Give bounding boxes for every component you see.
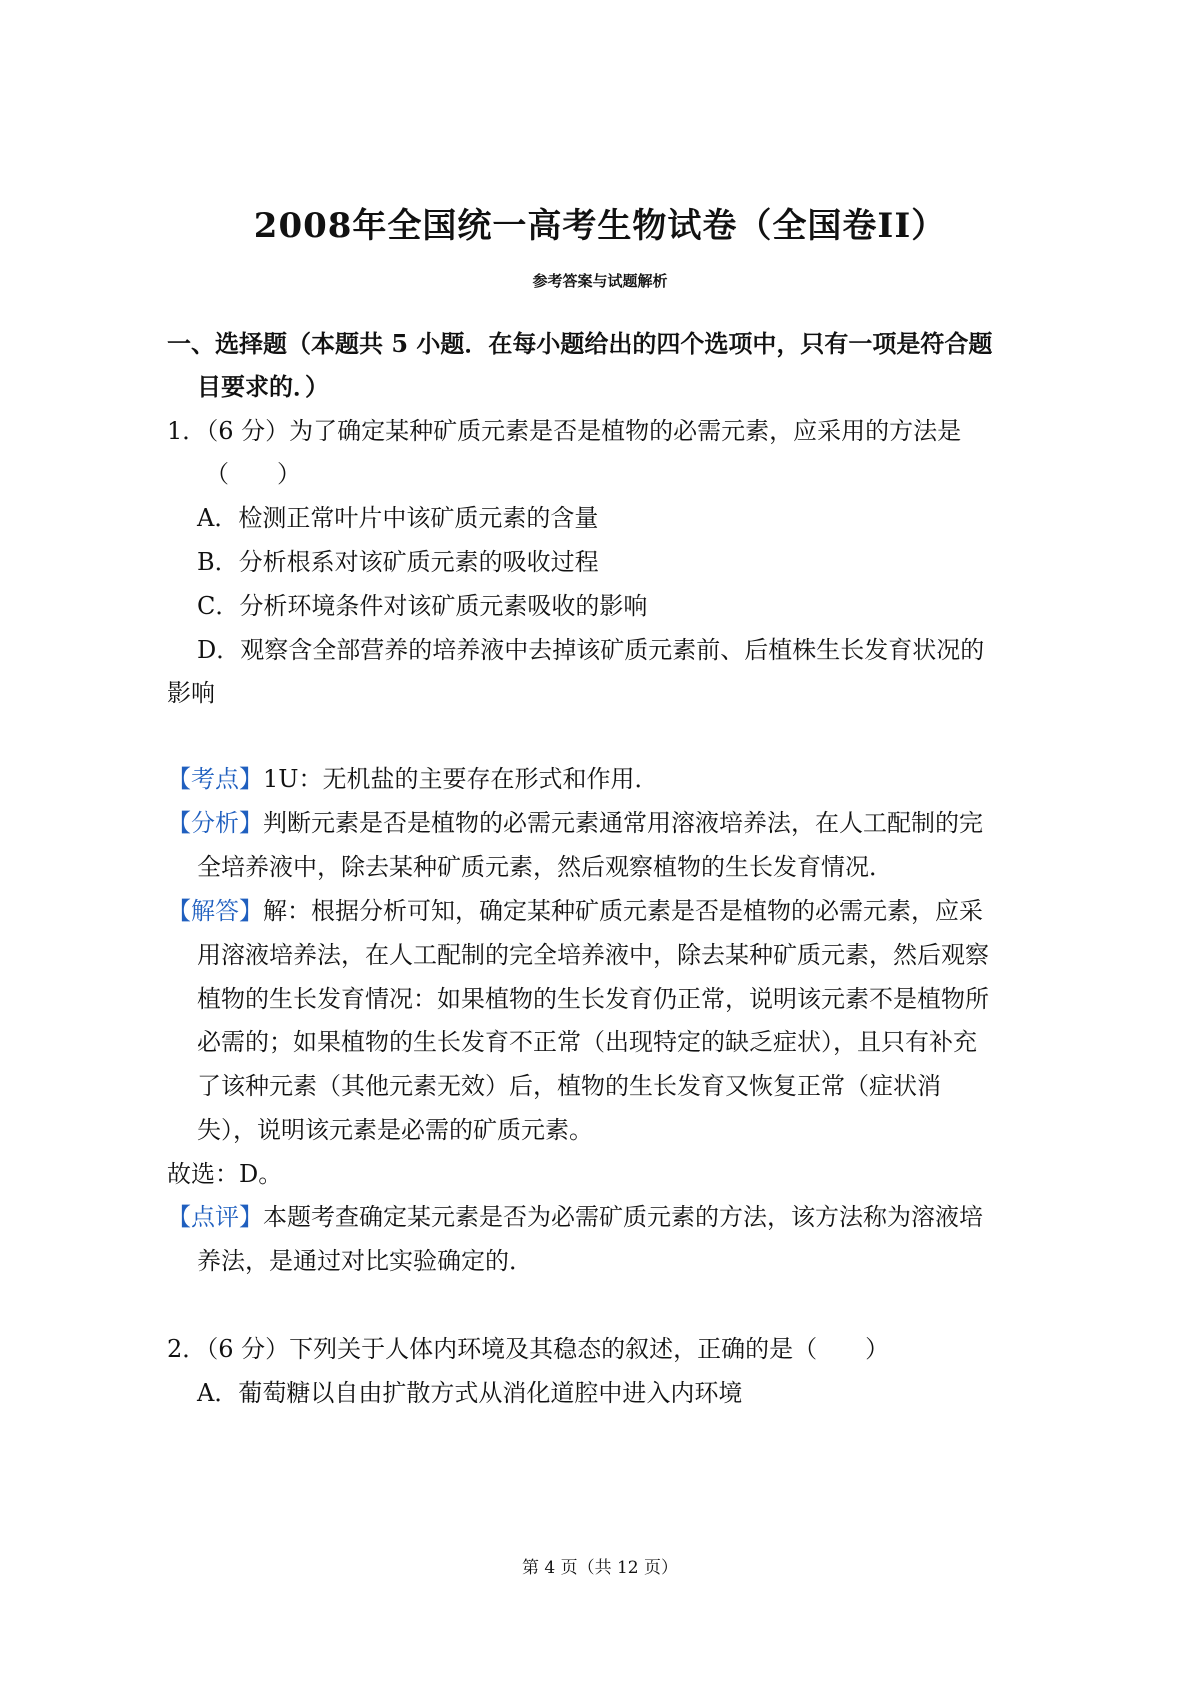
kaodian-tag: 【考点】 <box>167 765 263 793</box>
page-footer: 第 4 页（共 12 页） <box>521 1558 679 1578</box>
q1-option-d-cont: 影响 <box>167 679 215 707</box>
q1-fenxi-line1 <box>167 806 983 840</box>
fenxi-text-line1: 判断元素是否是植物的必需元素通常用溶液培养法，在人工配制的完 <box>263 809 983 837</box>
q1-fenxi-line2: 全培养液中，除去某种矿质元素，然后观察植物的生长发育情况． <box>197 853 893 881</box>
q1-jieda-line1 <box>167 894 983 928</box>
q1-option-b: B．分析根系对该矿质元素的吸收过程 <box>197 548 599 576</box>
q1-jieda-line6: 失），说明该元素是必需的矿质元素。 <box>197 1116 593 1144</box>
fenxi-tag: 【分析】 <box>167 809 263 837</box>
q2-option-a: A．葡萄糖以自由扩散方式从消化道腔中进入内环境 <box>197 1379 743 1407</box>
jieda-tag: 【解答】 <box>167 897 263 925</box>
q1-answer: 故选：D。 <box>167 1160 283 1188</box>
document-title: 2008年全国统一高考生物试卷（全国卷II） <box>253 206 947 246</box>
dianping-text-line1: 本题考查确定某元素是否为必需矿质元素的方法，该方法称为溶液培 <box>263 1203 983 1231</box>
q1-jieda-line3: 植物的生长发育情况：如果植物的生长发育仍正常，说明该元素不是植物所 <box>197 985 989 1013</box>
q1-jieda-line4: 必需的；如果植物的生长发育不正常（出现特定的缺乏症状），且只有补充 <box>197 1028 977 1056</box>
q1-jieda-line2: 用溶液培养法，在人工配制的完全培养液中，除去某种矿质元素，然后观察 <box>197 941 989 969</box>
document-subtitle: 参考答案与试题解析 <box>532 272 668 290</box>
q1-option-d: D．观察含全部营养的培养液中去掉该矿质元素前、后植株生长发育状况的 <box>197 636 985 664</box>
q2-stem: 2．（6 分）下列关于人体内环境及其稳态的叙述，正确的是（ ） <box>167 1335 890 1363</box>
section-heading-line2: 目要求的．） <box>197 372 329 401</box>
q1-dianping-line2: 养法，是通过对比实验确定的． <box>197 1247 533 1275</box>
q1-option-a: A．检测正常叶片中该矿质元素的含量 <box>197 504 599 532</box>
dianping-tag: 【点评】 <box>167 1203 263 1231</box>
q1-stem-line2: （ ） <box>205 460 301 488</box>
q1-stem-line1: 1．（6 分）为了确定某种矿质元素是否是植物的必需元素，应采用的方法是 <box>167 417 962 445</box>
q1-jieda-line5: 了该种元素（其他元素无效）后，植物的生长发育又恢复正常（症状消 <box>197 1072 941 1100</box>
q1-kaodian <box>167 762 659 796</box>
q1-dianping-line1 <box>167 1200 983 1234</box>
q1-option-c: C．分析环境条件对该矿质元素吸收的影响 <box>197 592 648 620</box>
section-heading-line1: 一、选择题（本题共 5 小题．在每小题给出的四个选项中，只有一项是符合题 <box>167 329 993 358</box>
jieda-text-line1: 解：根据分析可知，确定某种矿质元素是否是植物的必需元素，应采 <box>263 897 983 925</box>
kaodian-text: 1U：无机盐的主要存在形式和作用． <box>263 765 659 793</box>
